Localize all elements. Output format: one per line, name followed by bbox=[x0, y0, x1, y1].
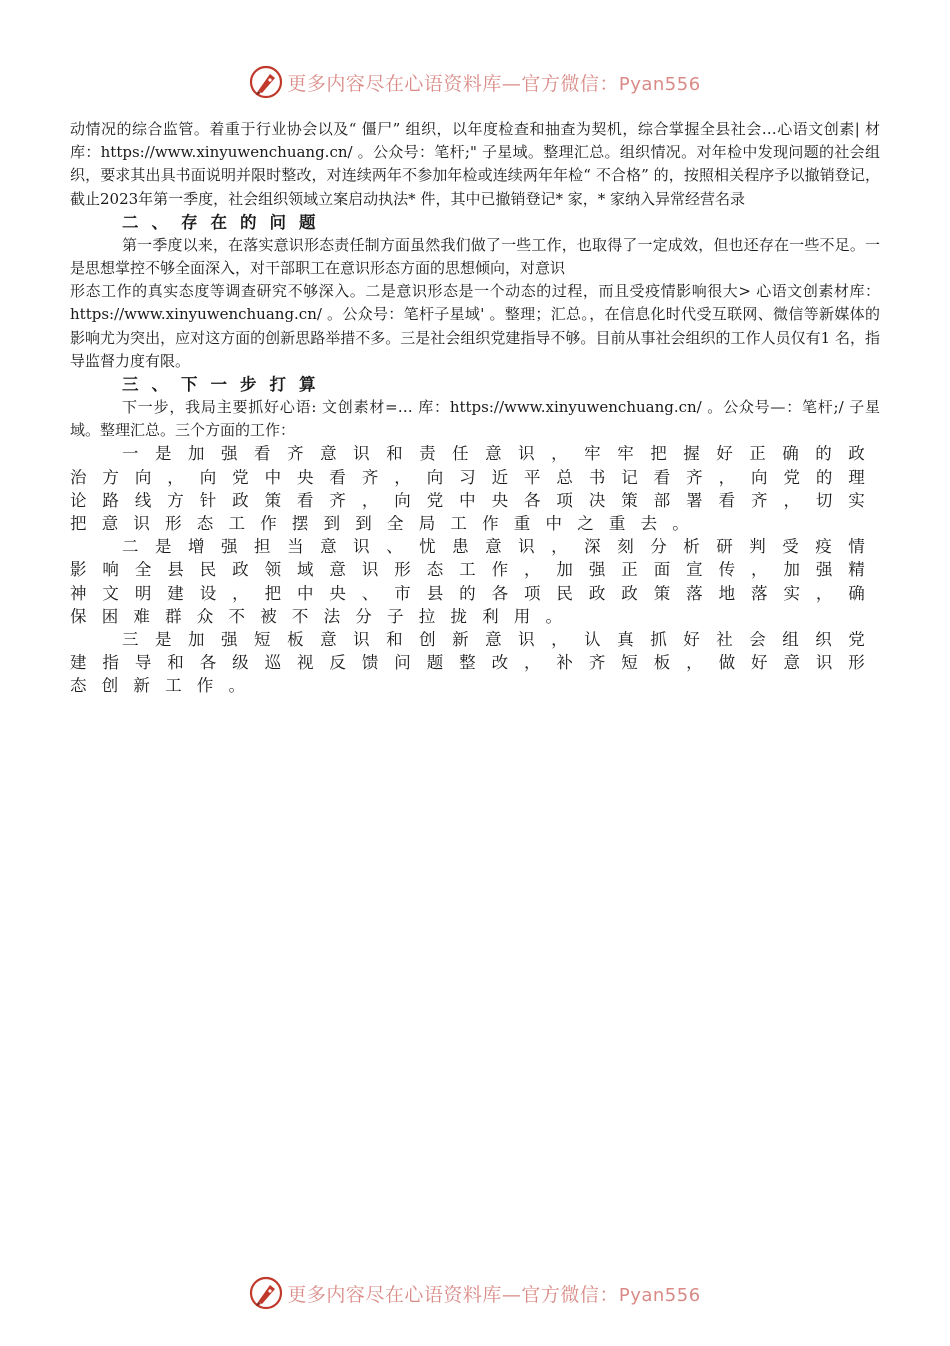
banner-text: 更多内容尽在心语资料库—官方微信：Pyan556 bbox=[287, 72, 701, 95]
wechat-id: Pyan556 bbox=[618, 73, 701, 95]
section-heading-next-steps: 三、下一步打算 bbox=[122, 375, 329, 395]
paragraph-1: 动情况的综合监管。着重于行业协会以及“ 僵尸” 组织，以年度检查和抽查为契机，综合掌握全县社会…心语文创素| 材库：https://www.xinyuwenchuang.cn/ 。公众号：笔杆;" 子星域。整理汇总。组织情况。对年检中发现问题的社会组织，要求其出具书面说明并限时整改，对连续两年不参加年检或连续两年年检“ 不合格” 的，按照相关程序予以撤销登记，截止2023年第一季度，社会组织领域立案启动执法* 件，其中已撤销登记* 家，* 家纳入异常经营名录 bbox=[70, 120, 880, 208]
paragraph-3: 下一步，我局主要抓好心语: 文创素材=… 库：https://www.xinyuwenchuang.cn/ 。公众号—：笔杆;/ 子星域。整理汇总。三个方面的工作： bbox=[70, 398, 880, 440]
paragraph-4: 一是加强看齐意识和责任意识，牢牢把握好正确的政治方向，向党中央看齐，向习近平总书记看齐，向党的理论路线方针政策看齐，向党中央各项决策部署看齐，切实把意识形态工作摆到到全局工作重中之重去。 bbox=[70, 444, 880, 534]
wechat-id: Pyan556 bbox=[618, 1284, 701, 1306]
footer-banner bbox=[0, 1273, 950, 1313]
paragraph-2b: 形态工作的真实态度等调查研究不够深入。二是意识形态是一个动态的过程，而且受疫情影响很大> 心语文创素材库：https://www.xinyuwenchuang.cn/ 。公众号：笔杆子星域' 。整理；汇总。，在信息化时代受互联网、微信等新媒体的影响尤为突出，应对这方面的创新思路举措不多。三是社会组织党建指导不够。目前从事社会组织的工作人员仅有1 名，指导监督力度有限。 bbox=[70, 282, 880, 370]
document-body bbox=[70, 118, 880, 698]
paragraph-6: 三是加强短板意识和创新意识，认真抓好社会组织党建指导和各级巡视反馈问题整改，补齐短板，做好意识形态创新工作。 bbox=[70, 630, 880, 696]
banner-text: 更多内容尽在心语资料库—官方微信：Pyan556 bbox=[287, 1283, 701, 1306]
section-heading-problems: 二、存在的问题 bbox=[122, 212, 329, 232]
pen-nib-icon bbox=[249, 65, 283, 99]
paragraph-5: 二是增强担当意识、忧患意识，深刻分析研判受疫情影响全县民政领域意识形态工作，加强正面宣传，加强精神文明建设，把中央、市县的各项民政政策落地落实，确保困难群众不被不法分子拉拢利用。 bbox=[70, 537, 880, 626]
paragraph-2a: 第一季度以来，在落实意识形态责任制方面虽然我们做了一些工作，也取得了一定成效，但也还存在一些不足。一是思想掌控不够全面深入，对干部职工在意识形态方面的思想倾向，对意识 bbox=[70, 235, 880, 278]
header-banner bbox=[0, 62, 950, 102]
pen-nib-icon bbox=[249, 1276, 283, 1310]
